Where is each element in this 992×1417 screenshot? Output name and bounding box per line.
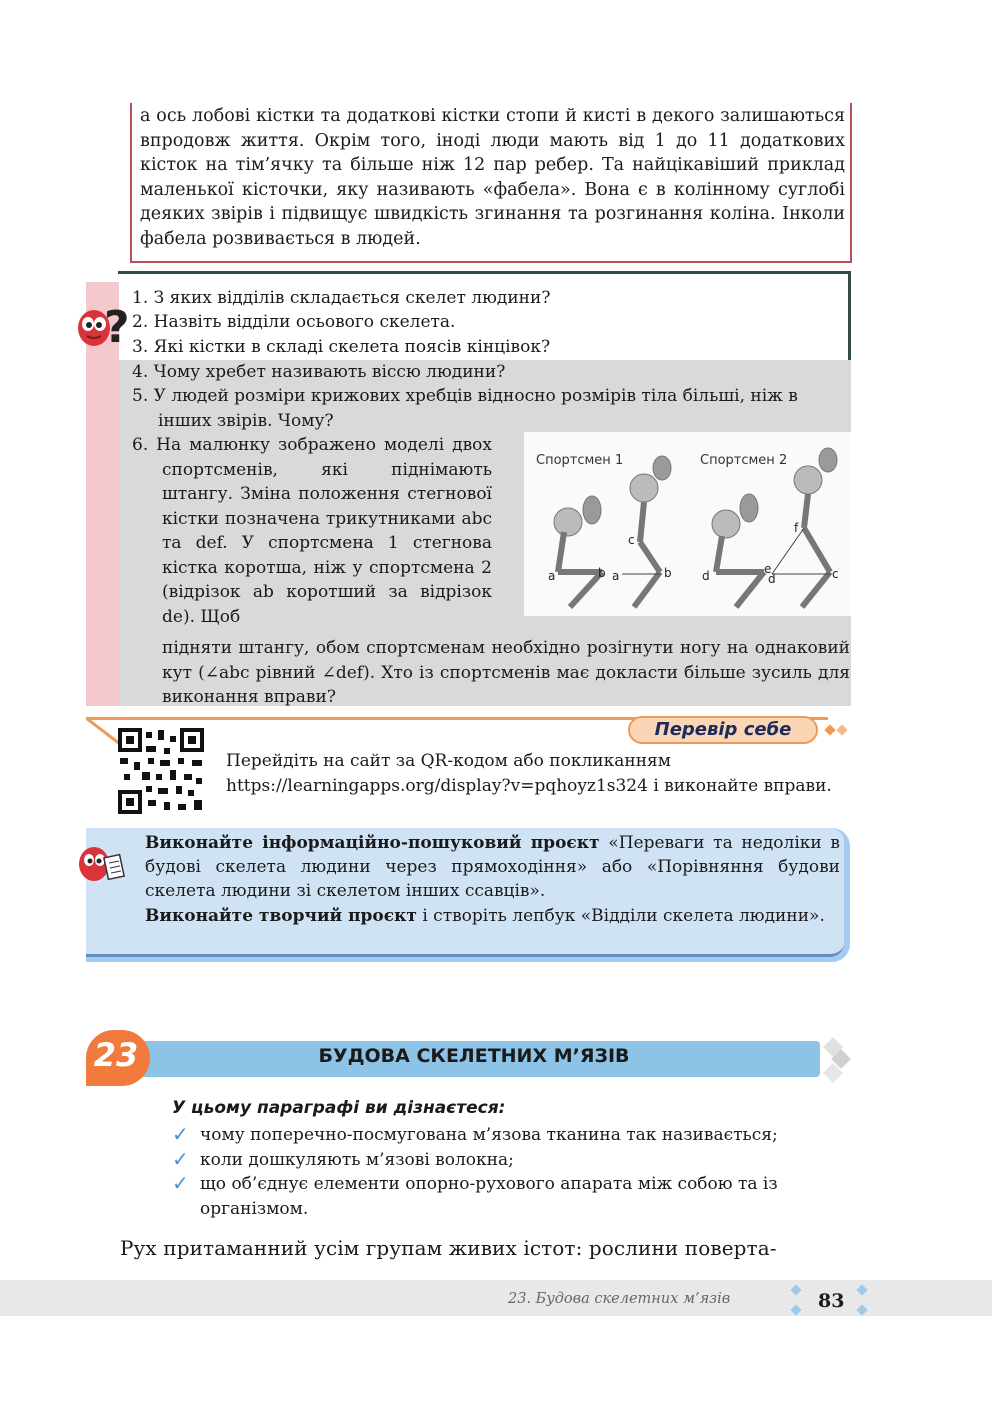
athlete-2-squat [712, 494, 764, 607]
athlete-1-standing [622, 456, 671, 607]
athlete-1-squat [554, 496, 602, 607]
athlete-2-standing [772, 448, 837, 607]
point-label: d [768, 572, 776, 586]
checkmark-icon: ✓ [172, 1171, 189, 1195]
svg-text:?: ? [104, 302, 130, 353]
section-number: 23 [93, 1036, 139, 1074]
questions-right-border [848, 271, 851, 361]
learn-item: коли дошкуляють м’язові волокна; [200, 1150, 514, 1170]
point-label: b [598, 566, 606, 580]
checkmark-icon: ✓ [172, 1122, 189, 1146]
point-label: d [702, 569, 710, 583]
footer-chapter-title: 23. Будова скелетних м’язів [508, 1291, 731, 1307]
question-3: 3. Які кістки в складі скелета поясів кінцівок? [132, 337, 551, 357]
page-number: 83 [818, 1290, 845, 1312]
athletes-figure [524, 432, 851, 616]
question-4: 4. Чому хребет називають віссю людини? [132, 362, 506, 382]
point-label: c [832, 567, 839, 581]
point-label: a [548, 569, 556, 583]
learn-heading: У цьому параграфі ви дізнаєтеся: [172, 1098, 506, 1118]
point-label: c [628, 533, 635, 547]
project-2-text: і створіть лепбук «Відділи скелета людини». [416, 905, 825, 926]
project-2-heading: Виконайте творчий проєкт [145, 905, 417, 926]
point-label: e [764, 562, 772, 576]
athletes-illustration [524, 432, 851, 616]
question-6-part-2: підняти штангу, обом спортсменам необхідно розігнути ногу на однаковий кут (∠abc рівний ∠def). Хто із спортсменів має докласти більше зусиль для виконання вправи? [162, 638, 850, 707]
qr-code-icon[interactable] [118, 728, 204, 814]
diamond-icon [824, 724, 835, 735]
body-text: Рух притаманний усім групам живих істот: рослини поверта- [120, 1236, 777, 1260]
questions-top-border [118, 271, 850, 274]
project-1-text: «Переваги та недоліки в будові скелета людини через прямоходіння» або «Порівняння будови скелета людини зі скелетом інших ссавців». [145, 833, 840, 902]
project-1-heading: Виконайте інформаційно-пошуковий проєкт [145, 833, 600, 853]
athlete-1-label: Спортсмен 1 [536, 453, 624, 468]
question-2: 2. Назвіть відділи осьового скелета. [132, 312, 456, 332]
point-label: b [664, 566, 672, 580]
intro-text: а ось лобові кістки та додаткові кістки стопи й кисті в декого залишаються впродовж життя. Окрім того, іноді люди мають від 1 до 11 додаткових кісток на тім’ячку та більше ніж 12 пар ребер. Та найцікавіший приклад маленької кісточки, яку називають «фабела». Вона є в колінному суглобі деяких звірів і підвищує швидкість згинання та розгинання коліна. Інколи фабела розвивається в людей. [140, 106, 845, 249]
point-label: f [794, 521, 799, 535]
point-label: a [612, 569, 620, 583]
question-mascot-icon [72, 290, 134, 356]
learn-item: що об’єднує елементи опорно-рухового апарата між собою та із організмом. [200, 1174, 778, 1219]
question-1: 1. З яких відділів складається скелет людини? [132, 288, 551, 308]
project-text [145, 831, 840, 928]
diamond-icon [836, 724, 847, 735]
check-instructions: Перейдіть на сайт за QR-кодом або покликанням https://learningapps.org/display?v=pqhoyz1s324 і виконайте вправи. [226, 751, 832, 796]
athlete-2-label: Спортсмен 2 [700, 453, 788, 468]
question-6-part-1: 6. На малюнку зображено моделі двох спортсменів, які піднімають штангу. Зміна положення стегнової кістки позначена трикутниками abc та def. У спортсмена 1 стегнова кістка коротша, ніж у спортсмена 2 (відрізок ab коротший за відрізок de). Щоб [132, 435, 492, 627]
learn-item: чому поперечно-посмугована м’язова тканина так називається; [200, 1125, 778, 1145]
section-title: БУДОВА СКЕЛЕТНИХ М’ЯЗІВ [318, 1045, 630, 1067]
project-mascot-icon [72, 834, 132, 888]
question-5: 5. У людей розміри крижових хребців відносно розмірів тіла більші, ніж в інших звірів. Чому? [132, 386, 798, 431]
checkmark-icon: ✓ [172, 1147, 189, 1171]
check-yourself-badge: Перевір себе [628, 716, 818, 744]
